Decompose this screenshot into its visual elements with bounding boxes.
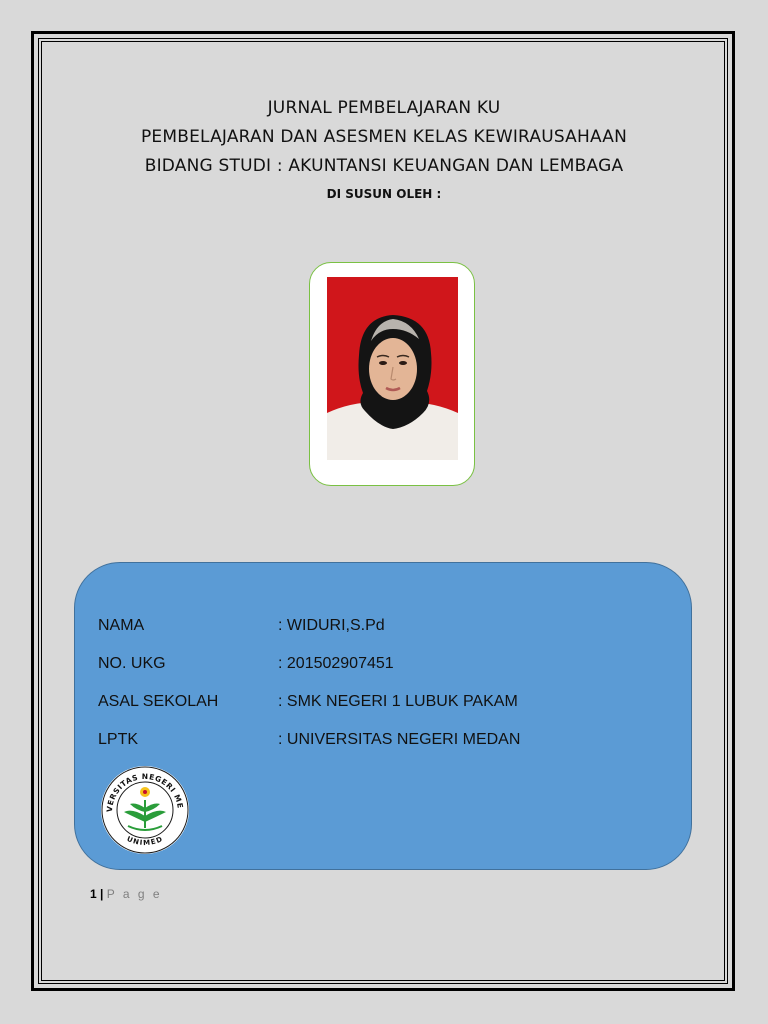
info-value: : WIDURI,S.Pd [278, 617, 385, 634]
author-subtitle: DI SUSUN OLEH : [326, 187, 442, 201]
info-value: : UNIVERSITAS NEGERI MEDAN [278, 731, 521, 748]
info-label: NAMA [98, 617, 145, 634]
info-value: : SMK NEGERI 1 LUBUK PAKAM [278, 693, 518, 710]
info-label: ASAL SEKOLAH [98, 693, 219, 710]
info-label: LPTK [98, 731, 139, 748]
footer-separator: | [96, 887, 107, 901]
svg-text:UNIMED: UNIMED [125, 834, 165, 848]
title-line-2: PEMBELAJARAN DAN ASESMEN KELAS KEWIRAUSAHAAN [140, 127, 628, 147]
svg-text:UNIVERSITAS NEGERI MEDAN: VERSITAS NEGERI ME [104, 771, 185, 813]
page-word: P a g e [106, 887, 163, 901]
page-footer [90, 887, 162, 901]
page-number: 1 [90, 887, 97, 901]
unimed-logo-icon [98, 766, 192, 854]
info-value: : 201502907451 [278, 655, 394, 672]
title-line-3: BIDANG STUDI : AKUNTANSI KEUANGAN DAN LEMBAGA [144, 156, 624, 176]
info-label: NO. UKG [98, 655, 166, 672]
profile-photo [327, 277, 458, 460]
title-block [0, 94, 768, 201]
title-line-1: JURNAL PEMBELAJARAN KU [267, 98, 501, 118]
